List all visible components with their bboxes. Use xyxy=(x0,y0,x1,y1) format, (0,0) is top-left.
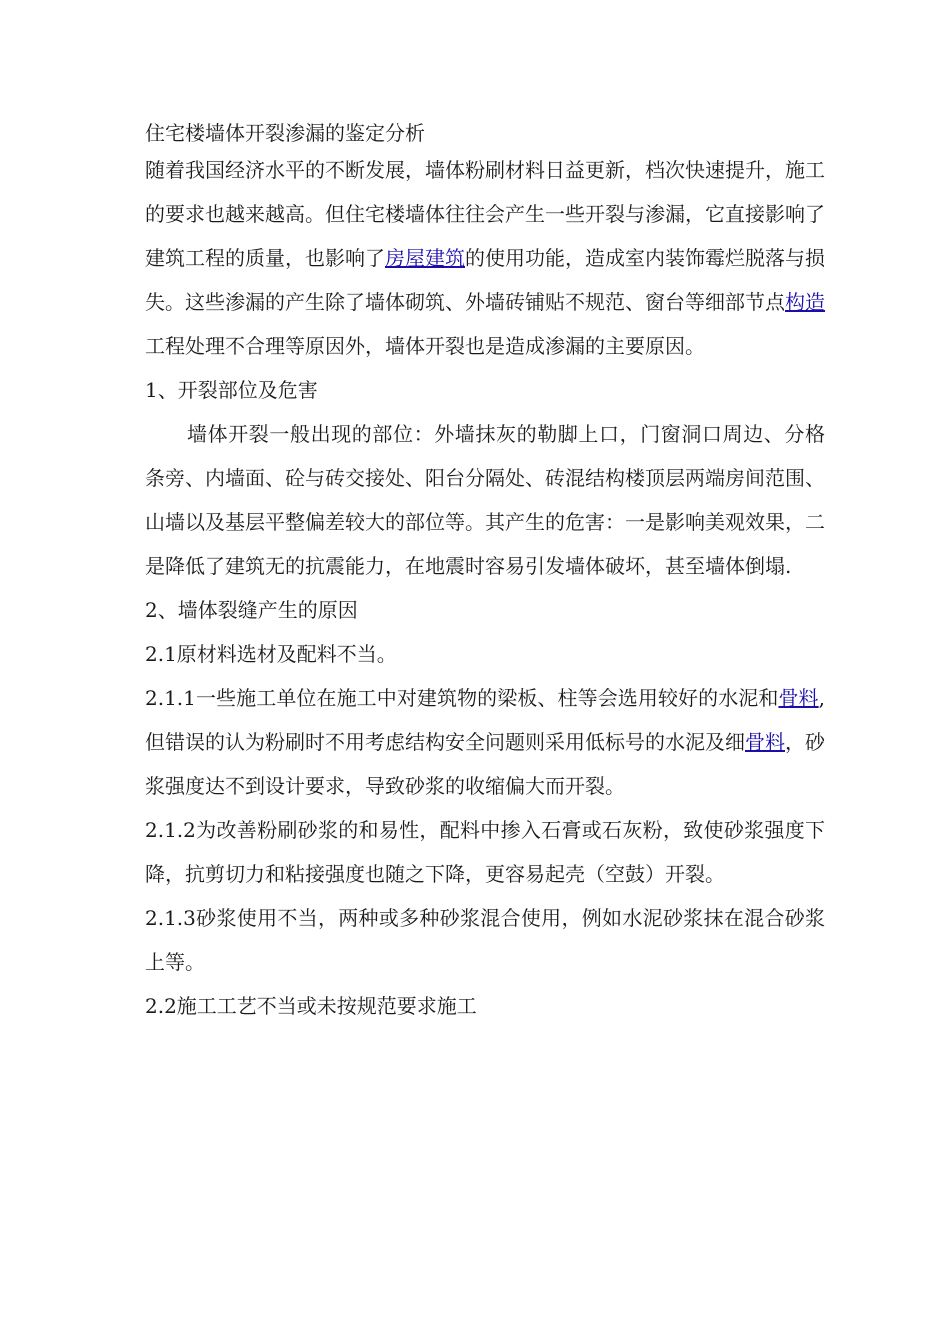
link-building[interactable]: 房屋建筑 xyxy=(385,246,465,270)
link-structure[interactable]: 构造 xyxy=(785,290,825,314)
item-2-1-1-text-2: ,但错误的认为粉刷时不用考虑结构安全问题则采用低标号的水泥及细 xyxy=(145,686,825,754)
intro-paragraph xyxy=(145,148,825,368)
item-2-1-1-text-1: 2.1.1一些施工单位在施工中对建筑物的梁板、柱等会选用较好的水泥和 xyxy=(145,686,779,710)
intro-text-1: 随着我国经济水平的不断发展，墙体粉刷材料日益更新，档次快速提升，施工的要求也越来越高。但住宅楼墙体往往会产生一些开裂与渗漏，它直接影响了建筑工程的质量，也影响了 xyxy=(145,158,825,270)
intro-text-2: 的使用功能，造成室内装饰霉烂脱落与损失。这些渗漏的产生除了墙体砌筑、外墙砖铺贴不规范、窗台等细部节点 xyxy=(145,246,825,314)
link-aggregate-2[interactable]: 骨料 xyxy=(745,730,785,754)
section2-heading: 2、墙体裂缝产生的原因 xyxy=(145,598,358,622)
item-2-1-3: 2.1.3砂浆使用不当，两种或多种砂浆混合使用，例如水泥砂浆抹在混合砂浆上等。 xyxy=(145,906,825,974)
subsection-2-1: 2.1原材料选材及配料不当。 xyxy=(145,642,397,666)
link-aggregate-1[interactable]: 骨料 xyxy=(778,686,819,710)
subsection-2-2: 2.2施工工艺不当或未按规范要求施工 xyxy=(145,994,477,1018)
item-2-1-2: 2.1.2为改善粉刷砂浆的和易性，配料中掺入石膏或石灰粉，致使砂浆强度下降，抗剪切力和粘接强度也随之下降，更容易起壳（空鼓）开裂。 xyxy=(145,818,825,886)
intro-text-3: 工程处理不合理等原因外，墙体开裂也是造成渗漏的主要原因。 xyxy=(145,334,705,358)
item-2-1-1 xyxy=(145,676,825,808)
section1-heading: 1、开裂部位及危害 xyxy=(145,378,318,402)
item-2-1-1-text-3: ，砂浆强度达不到设计要求，导致砂浆的收缩偏大而开裂。 xyxy=(145,730,825,798)
document-title: 住宅楼墙体开裂渗漏的鉴定分析 xyxy=(145,121,425,145)
section1-body: 墙体开裂一般出现的部位：外墙抹灰的勒脚上口，门窗洞口周边、分格条旁、内墙面、砼与砖交接处、阳台分隔处、砖混结构楼顶层两端房间范围、山墙以及基层平整偏差较大的部位等。其产生的危害：一是影响美观效果，二是降低了建筑无的抗震能力，在地震时容易引发墙体破坏，甚至墙体倒塌. xyxy=(145,422,825,578)
document-page xyxy=(145,118,825,1028)
